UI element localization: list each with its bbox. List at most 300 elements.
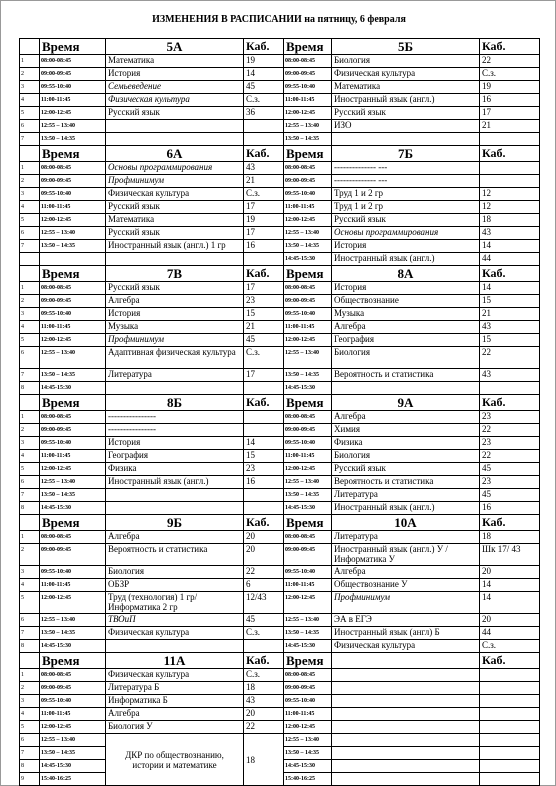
table-row: [20, 682, 540, 695]
room: [480, 669, 540, 682]
table-row: [20, 94, 540, 107]
lesson-time: 08:00-08:45: [284, 531, 332, 544]
room: 22: [480, 55, 540, 68]
lesson-number: 8: [20, 760, 40, 773]
room: [480, 382, 540, 395]
subject: Физическая культура: [106, 627, 244, 640]
room: [480, 760, 540, 773]
block-header: [20, 515, 540, 531]
room: 23: [244, 463, 284, 476]
room: 19: [244, 55, 284, 68]
room: 12/43: [244, 592, 284, 614]
subject: Русский язык: [106, 201, 244, 214]
lesson-time: 12:00-12:45: [40, 592, 106, 614]
room: [480, 734, 540, 747]
table-row: [20, 411, 540, 424]
room: 14: [480, 579, 540, 592]
room: С.з.: [244, 627, 284, 640]
lesson-number: 3: [20, 308, 40, 321]
table-row: [20, 227, 540, 240]
table-row: [20, 695, 540, 708]
room: 22: [244, 566, 284, 579]
room: 22: [244, 721, 284, 734]
lesson-time: 13:50 – 14:35: [284, 489, 332, 502]
block-header: [20, 653, 540, 669]
lesson-time: 09:55-10:40: [284, 695, 332, 708]
lesson-time: 13:50 – 14:35: [40, 240, 106, 253]
subject: Биология: [332, 450, 480, 463]
subject: Литература: [332, 489, 480, 502]
table-row: [20, 640, 540, 653]
room: 12: [480, 201, 540, 214]
subject: История: [106, 68, 244, 81]
room: [480, 682, 540, 695]
subject: Труд 1 и 2 гр: [332, 188, 480, 201]
subject: Русский язык: [332, 214, 480, 227]
lesson-time: 12:00-12:45: [284, 107, 332, 120]
lesson-number: 1: [20, 282, 40, 295]
room: 6: [244, 579, 284, 592]
subject: Основы программирования: [332, 227, 480, 240]
lesson-number: 4: [20, 579, 40, 592]
lesson-number: 6: [20, 476, 40, 489]
lesson-time: 08:00-08:45: [40, 282, 106, 295]
lesson-time: 13:50 – 14:35: [284, 369, 332, 382]
lesson-time: 14:45-15:30: [284, 640, 332, 653]
room: [244, 640, 284, 653]
room: 16: [244, 240, 284, 253]
room: 43: [480, 227, 540, 240]
subject: Музыка: [332, 308, 480, 321]
block-header: [20, 266, 540, 282]
lesson-time: 12:00-12:45: [40, 721, 106, 734]
room: С.з.: [244, 669, 284, 682]
lesson-time: 08:00-08:45: [40, 162, 106, 175]
subject: ОБЗР: [106, 579, 244, 592]
subject: Химия: [332, 424, 480, 437]
subject: География: [332, 334, 480, 347]
lesson-number: 7: [20, 240, 40, 253]
subject: [106, 120, 244, 133]
room-header: Каб.: [244, 395, 284, 411]
subject: История: [106, 437, 244, 450]
room: 16: [244, 476, 284, 489]
subject: Литература Б: [106, 682, 244, 695]
lesson-time: 11:00-11:45: [284, 201, 332, 214]
room: [244, 424, 284, 437]
lesson-number: 3: [20, 81, 40, 94]
subject: [106, 502, 244, 515]
lesson-time: 14:45-15:30: [40, 382, 106, 395]
class-name: [332, 653, 480, 669]
room: 17: [244, 227, 284, 240]
subject: Иностранный язык (англ.): [106, 476, 244, 489]
room: [480, 162, 540, 175]
table-row: [20, 175, 540, 188]
room-header: Каб.: [480, 266, 540, 282]
blank-cell: [20, 266, 40, 282]
lesson-number: 1: [20, 669, 40, 682]
room: 22: [480, 347, 540, 369]
room: [244, 120, 284, 133]
subject-merged: ДКР по обществознанию, истории и математике: [106, 734, 244, 786]
lesson-time: 12:55 – 13:40: [284, 227, 332, 240]
subject: Физическая культура: [106, 94, 244, 107]
lesson-time: 08:00-08:45: [284, 162, 332, 175]
subject: Физическая культура: [106, 188, 244, 201]
lesson-time: 12:55 – 13:40: [40, 227, 106, 240]
subject: Математика: [106, 214, 244, 227]
subject: Семьеведение: [106, 81, 244, 94]
lesson-number: 7: [20, 369, 40, 382]
lesson-number: 3: [20, 566, 40, 579]
class-name: 7Б: [332, 146, 480, 162]
table-row: [20, 369, 540, 382]
lesson-number: 2: [20, 68, 40, 81]
lesson-number: 5: [20, 214, 40, 227]
table-row: [20, 614, 540, 627]
room: 23: [480, 476, 540, 489]
subject: [332, 669, 480, 682]
lesson-time: 12:55 – 13:40: [40, 734, 106, 747]
table-row: [20, 214, 540, 227]
class-name: 9Б: [106, 515, 244, 531]
block-header: [20, 146, 540, 162]
room: 15: [244, 308, 284, 321]
lesson-number: 5: [20, 107, 40, 120]
room-header: Каб.: [480, 515, 540, 531]
subject: Физическая культура: [332, 68, 480, 81]
time-header: Время: [284, 146, 332, 162]
subject: Русский язык: [332, 107, 480, 120]
subject: Иностранный язык (англ.): [332, 502, 480, 515]
room: 43: [244, 695, 284, 708]
table-row: [20, 734, 540, 747]
room-header: Каб.: [480, 39, 540, 55]
table-row: [20, 334, 540, 347]
time-header: Время: [40, 266, 106, 282]
table-row: [20, 669, 540, 682]
lesson-time: 09:00-09:45: [40, 68, 106, 81]
blank-cell: [20, 515, 40, 531]
subject: Профминимум: [332, 592, 480, 614]
lesson-number: 6: [20, 347, 40, 369]
lesson-time: 12:55 – 13:40: [284, 614, 332, 627]
room: [244, 382, 284, 395]
lesson-number: 7: [20, 747, 40, 760]
lesson-number: 2: [20, 175, 40, 188]
time-header: Время: [40, 395, 106, 411]
lesson-number: 7: [20, 627, 40, 640]
table-row: [20, 450, 540, 463]
lesson-number: 2: [20, 295, 40, 308]
blank-cell: [20, 395, 40, 411]
room: 17: [244, 369, 284, 382]
room: [244, 502, 284, 515]
room: 14: [480, 592, 540, 614]
room: [244, 133, 284, 146]
class-name: 8А: [332, 266, 480, 282]
room: 20: [480, 566, 540, 579]
class-name: 9А: [332, 395, 480, 411]
room: [244, 489, 284, 502]
room-header: Каб.: [480, 653, 540, 669]
table-row: [20, 721, 540, 734]
lesson-time: 09:55-10:40: [284, 566, 332, 579]
subject: Биология: [106, 566, 244, 579]
lesson-time: 11:00-11:45: [40, 201, 106, 214]
lesson-time: 09:00-09:45: [40, 682, 106, 695]
room: 20: [244, 544, 284, 566]
lesson-time: 09:55-10:40: [40, 566, 106, 579]
room: 17: [244, 282, 284, 295]
room: 17: [244, 201, 284, 214]
lesson-time: 11:00-11:45: [284, 321, 332, 334]
lesson-time: 09:55-10:40: [40, 308, 106, 321]
subject: Обществознание: [332, 295, 480, 308]
lesson-time: 15:40-16:25: [284, 773, 332, 786]
lesson-time: 14:45-15:30: [40, 640, 106, 653]
subject: Литература: [106, 369, 244, 382]
table-row: [20, 566, 540, 579]
room: 44: [480, 253, 540, 266]
subject: История: [106, 308, 244, 321]
subject: [332, 682, 480, 695]
room: 19: [244, 214, 284, 227]
lesson-time: 14:45-15:30: [40, 502, 106, 515]
table-row: [20, 382, 540, 395]
lesson-time: 12:00-12:45: [284, 721, 332, 734]
room: 14: [480, 240, 540, 253]
subject: Алгебра: [106, 531, 244, 544]
subject: [332, 695, 480, 708]
table-row: [20, 295, 540, 308]
room: С.з.: [244, 188, 284, 201]
subject: Алгебра: [332, 411, 480, 424]
lesson-time: 09:00-09:45: [284, 295, 332, 308]
lesson-number: 2: [20, 424, 40, 437]
lesson-number: 1: [20, 162, 40, 175]
room-header: Каб.: [244, 39, 284, 55]
room: [244, 253, 284, 266]
room: 22: [480, 424, 540, 437]
lesson-time: 09:00-09:45: [284, 682, 332, 695]
subject: ----------------: [106, 411, 244, 424]
lesson-time: 09:00-09:45: [284, 424, 332, 437]
lesson-time: 08:00-08:45: [40, 669, 106, 682]
lesson-number: 4: [20, 94, 40, 107]
room-header: Каб.: [244, 653, 284, 669]
subject: Иностранный язык (англ) Б: [332, 627, 480, 640]
subject: -------------- ---: [332, 175, 480, 188]
subject: [332, 721, 480, 734]
table-row: [20, 162, 540, 175]
lesson-time: 13:50 – 14:35: [284, 133, 332, 146]
lesson-time: 09:55-10:40: [40, 437, 106, 450]
room: С.з.: [480, 640, 540, 653]
table-row: [20, 708, 540, 721]
subject: [106, 382, 244, 395]
room: 45: [480, 489, 540, 502]
table-row: [20, 592, 540, 614]
table-row: [20, 253, 540, 266]
table-row: [20, 627, 540, 640]
lesson-time: 12:00-12:45: [284, 592, 332, 614]
subject: Труд (технология) 1 гр/ Информатика 2 гр: [106, 592, 244, 614]
lesson-number: 6: [20, 734, 40, 747]
lesson-time: 11:00-11:45: [284, 450, 332, 463]
room-header: Каб.: [244, 266, 284, 282]
lesson-time: 14:45-15:30: [40, 760, 106, 773]
room: 23: [480, 437, 540, 450]
class-name: 10А: [332, 515, 480, 531]
lesson-number: 5: [20, 463, 40, 476]
lesson-number: 6: [20, 227, 40, 240]
lesson-number: 7: [20, 489, 40, 502]
room: [480, 747, 540, 760]
room: 18: [480, 531, 540, 544]
time-header: Время: [40, 515, 106, 531]
room: 21: [244, 321, 284, 334]
time-header: Время: [40, 653, 106, 669]
lesson-time: 09:00-09:45: [40, 295, 106, 308]
room-header: Каб.: [480, 146, 540, 162]
room: [480, 175, 540, 188]
lesson-time: 11:00-11:45: [40, 94, 106, 107]
lesson-number: 4: [20, 321, 40, 334]
subject: Профминимум: [106, 334, 244, 347]
room: 43: [244, 162, 284, 175]
lesson-time: 09:00-09:45: [284, 544, 332, 566]
lesson-time: 12:00-12:45: [284, 214, 332, 227]
lesson-time: 14:45-15:30: [284, 253, 332, 266]
table-row: [20, 437, 540, 450]
block-header: [20, 39, 540, 55]
lesson-number: 7: [20, 133, 40, 146]
lesson-time: 12:55 – 13:40: [40, 476, 106, 489]
table-row: [20, 282, 540, 295]
time-header: Время: [40, 39, 106, 55]
lesson-time: 11:00-11:45: [40, 708, 106, 721]
lesson-time: 12:00-12:45: [40, 214, 106, 227]
subject: Иностранный язык (англ.) 1 гр: [106, 240, 244, 253]
lesson-time: 08:00-08:45: [40, 411, 106, 424]
subject: Математика: [106, 55, 244, 68]
subject: Труд 1 и 2 гр: [332, 201, 480, 214]
lesson-time: 14:45-15:30: [284, 382, 332, 395]
subject: Алгебра: [106, 295, 244, 308]
room: 15: [480, 295, 540, 308]
lesson-number: 5: [20, 334, 40, 347]
lesson-time: 12:00-12:45: [284, 463, 332, 476]
class-name: 6А: [106, 146, 244, 162]
table-row: [20, 308, 540, 321]
subject: Обществознание У: [332, 579, 480, 592]
lesson-time: 13:50 – 14:35: [40, 489, 106, 502]
room: 18: [244, 682, 284, 695]
lesson-time: 12:55 – 13:40: [284, 476, 332, 489]
table-row: [20, 107, 540, 120]
lesson-time: 12:55 – 13:40: [40, 614, 106, 627]
lesson-time: 09:00-09:45: [284, 175, 332, 188]
table-row: [20, 531, 540, 544]
lesson-number: 1: [20, 55, 40, 68]
lesson-time: 09:00-09:45: [40, 424, 106, 437]
subject: [332, 747, 480, 760]
lesson-number: 3: [20, 695, 40, 708]
subject: ЭА в ЕГЭ: [332, 614, 480, 627]
room-header: Каб.: [244, 515, 284, 531]
table-row: [20, 424, 540, 437]
lesson-number: 5: [20, 721, 40, 734]
lesson-time: 13:50 – 14:35: [40, 369, 106, 382]
lesson-number: 1: [20, 411, 40, 424]
room: 23: [244, 295, 284, 308]
subject: [332, 734, 480, 747]
block-header: [20, 395, 540, 411]
room: 21: [480, 308, 540, 321]
subject: Иностранный язык (англ.): [332, 253, 480, 266]
room: 36: [244, 107, 284, 120]
room: 14: [244, 437, 284, 450]
room: 20: [244, 531, 284, 544]
lesson-time: 09:00-09:45: [40, 175, 106, 188]
lesson-time: 08:00-08:45: [284, 669, 332, 682]
lesson-time: 09:55-10:40: [40, 188, 106, 201]
subject: Русский язык: [106, 282, 244, 295]
lesson-time: 11:00-11:45: [40, 579, 106, 592]
lesson-time: 11:00-11:45: [284, 579, 332, 592]
room: Шк 17/ 43: [480, 544, 540, 566]
time-header: Время: [284, 395, 332, 411]
subject: Биология: [332, 55, 480, 68]
subject: Русский язык: [106, 227, 244, 240]
room: 45: [244, 334, 284, 347]
lesson-time: 13:50 – 14:35: [40, 747, 106, 760]
subject: Иностранный язык (англ.) У / Информатика У: [332, 544, 480, 566]
room: С.з.: [244, 347, 284, 369]
room-header: Каб.: [244, 146, 284, 162]
table-row: [20, 120, 540, 133]
lesson-time: 11:00-11:45: [40, 450, 106, 463]
lesson-time: 13:50 – 14:35: [284, 627, 332, 640]
room: 43: [480, 321, 540, 334]
lesson-time: 09:55-10:40: [284, 437, 332, 450]
lesson-number: [20, 253, 40, 266]
lesson-time: 11:00-11:45: [284, 708, 332, 721]
subject: История: [332, 240, 480, 253]
subject: География: [106, 450, 244, 463]
subject: Вероятность и статистика: [332, 369, 480, 382]
table-row: [20, 133, 540, 146]
lesson-time: 11:00-11:45: [40, 321, 106, 334]
room: 21: [244, 175, 284, 188]
room: 14: [244, 68, 284, 81]
room: 19: [480, 81, 540, 94]
subject: Вероятность и статистика: [332, 476, 480, 489]
class-name: 8Б: [106, 395, 244, 411]
lesson-time: 09:55-10:40: [284, 308, 332, 321]
table-row: [20, 240, 540, 253]
room: 15: [480, 334, 540, 347]
lesson-time: 11:00-11:45: [284, 94, 332, 107]
subject: Информатика Б: [106, 695, 244, 708]
lesson-time: 08:00-08:45: [284, 282, 332, 295]
room: 20: [244, 708, 284, 721]
room: 16: [480, 502, 540, 515]
lesson-time: 12:55 – 13:40: [284, 734, 332, 747]
blank-cell: [20, 653, 40, 669]
